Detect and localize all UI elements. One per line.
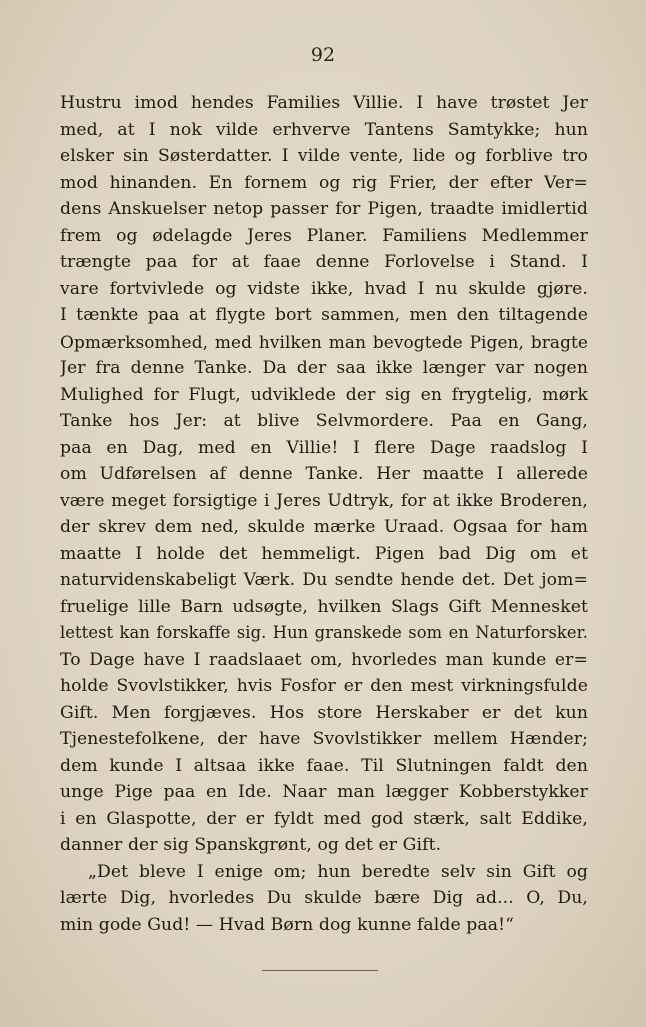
text-line: elsker sin Søsterdatter. I vilde vente, lide og forblive tro [60,146,588,166]
text-line: dem kunde I altsaa ikke faae. Til Slutningen faldt den [60,755,588,776]
text-line: paa en Dag, med en Villie! I flere Dage raadslog I [60,437,588,458]
text-line: dens Anskuelser netop passer for Pigen, traadte imidlertid [60,199,588,219]
text-line: i en Glaspotte, der er fyldt med god stærk, salt Eddike, [60,808,588,829]
text-line: Tjenestefolkene, der have Svovlstikker mellem Hænder; [60,729,588,749]
text-line: Hustru imod hendes Families Villie. I have trøstet Jer [60,93,588,113]
text-line: Mulighed for Flugt, udviklede der sig en frygtelig, mørk [60,384,588,405]
text-line: vare fortvivlede og vidste ikke, hvad I nu skulde gjøre. [60,278,588,299]
text-line: naturvidenskabeligt Værk. Du sendte hende det. Det jom= [60,570,588,590]
text-line: der skrev dem ned, skulde mærke Uraad. Ogsaa for ham [60,517,588,537]
text-line: danner der sig Spanskgrønt, og det er Gift. [60,835,442,855]
text-line: fruelige lille Barn udsøgte, hvilken Slags Gift Mennesket [60,596,588,617]
text-line: lærte Dig, hvorledes Du skulde bære Dig ad... O, Du, [60,888,588,908]
text-line: Jer fra denne Tanke. Da der saa ikke længer var nogen [60,358,588,378]
page-number: 92 [310,44,336,66]
text-line: unge Pige paa en Ide. Naar man lægger Kobberstykker [60,782,588,802]
body-text [60,90,588,938]
text-line: om Udførelsen af denne Tanke. Her maatte I allerede [60,464,588,484]
text-line: lettest kan forskaffe sig. Hun granskede som en Naturforsker. [60,623,588,642]
text-line: mod hinanden. En fornem og rig Frier, der efter Ver= [60,172,588,193]
text-line: være meget forsigtige i Jeres Udtryk, for at ikke Broderen, [60,490,588,511]
text-line: holde Svovlstikker, hvis Fosfor er den mest virkningsfulde [60,676,588,696]
section-divider [262,970,378,971]
text-line: „Det bleve I enige om; hun beredte selv sin Gift og [88,861,588,882]
text-line: frem og ødelagde Jeres Planer. Familiens Medlemmer [60,225,588,246]
text-line: Gift. Men forgjæves. Hos store Herskaber er det kun [60,702,588,723]
text-line: trængte paa for at faae denne Forlovelse i Stand. I [60,252,588,272]
text-line: I tænkte paa at flygte bort sammen, men den tiltagende [60,305,588,325]
text-line: med, at I nok vilde erhverve Tantens Samtykke; hun [60,119,588,140]
text-line: min gode Gud! — Hvad Børn dog kunne falde paa!“ [60,914,514,935]
text-line: Opmærksomhed, med hvilken man bevogtede Pigen, bragte [60,331,588,352]
text-line: To Dage have I raadslaaet om, hvorledes man kunde er= [60,649,588,670]
text-line: Tanke hos Jer: at blive Selvmordere. Paa en Gang, [60,411,588,431]
text-line: maatte I holde det hemmeligt. Pigen bad Dig om et [60,543,588,564]
